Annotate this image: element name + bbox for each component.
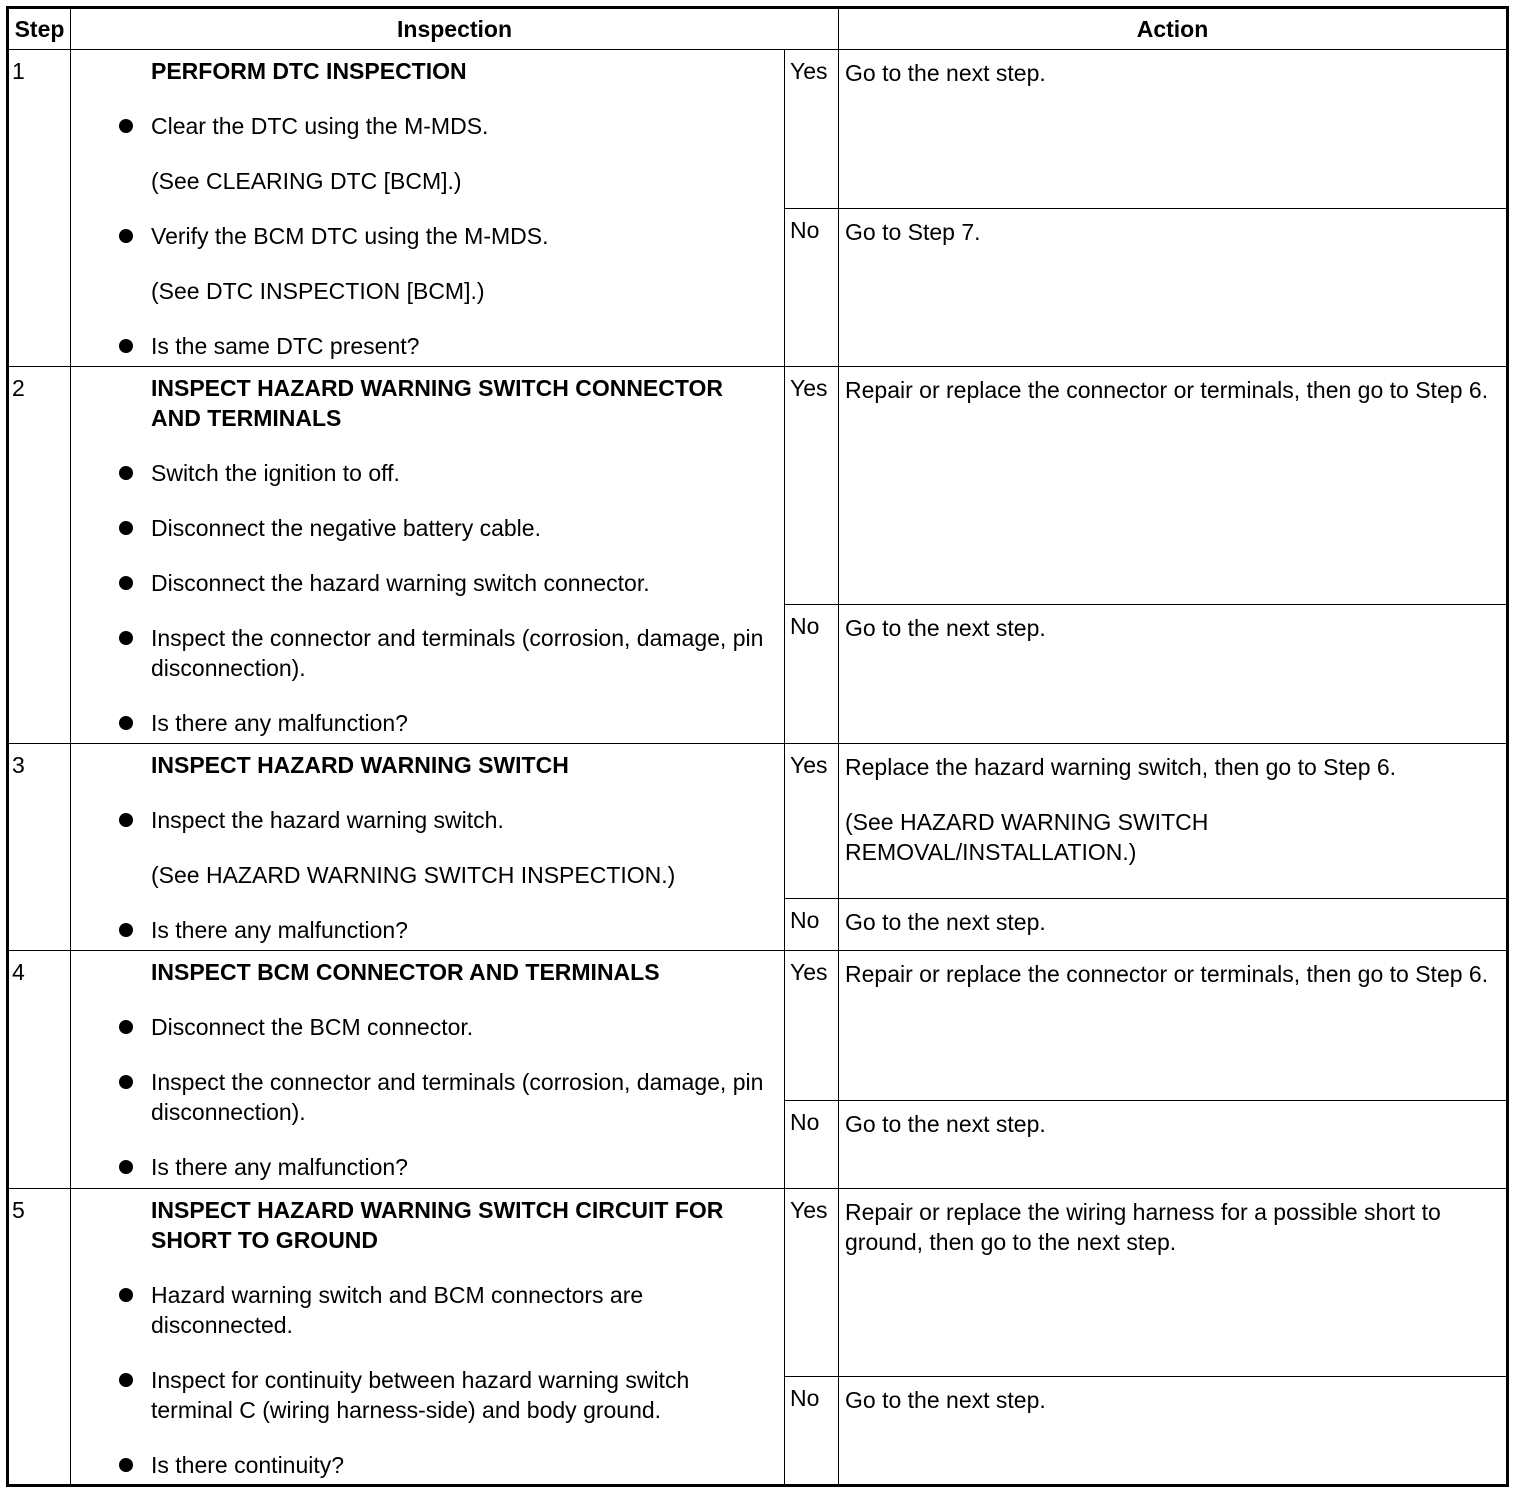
item-text: Is the same DTC present? bbox=[151, 333, 420, 359]
item-text: INSPECT BCM CONNECTOR AND TERMINALS bbox=[151, 959, 660, 985]
bullet-icon bbox=[119, 1075, 133, 1089]
item-text: Inspect the connector and terminals (corrosion, damage, pin disconnection). bbox=[151, 1069, 764, 1125]
table-row bbox=[8, 951, 1508, 1101]
item-text: Verify the BCM DTC using the M-MDS. bbox=[151, 223, 549, 249]
step-number: 2 bbox=[8, 367, 71, 744]
inspection-cell bbox=[71, 744, 785, 951]
inspection-item bbox=[71, 111, 784, 141]
item-text: Inspect for continuity between hazard warning switch terminal C (wiring harness-side) and body ground. bbox=[151, 1367, 690, 1423]
item-text: Is there any malfunction? bbox=[151, 710, 408, 736]
yes-label: Yes bbox=[785, 1189, 839, 1377]
bullet-icon bbox=[119, 119, 133, 133]
table-body bbox=[8, 50, 1508, 1486]
step-title bbox=[71, 750, 784, 780]
step-number: 3 bbox=[8, 744, 71, 951]
item-text: Is there any malfunction? bbox=[151, 917, 408, 943]
no-action bbox=[839, 1101, 1508, 1189]
header-inspection: Inspection bbox=[71, 8, 839, 50]
item-text: (See DTC INSPECTION [BCM].) bbox=[151, 278, 485, 304]
item-text: Disconnect the negative battery cable. bbox=[151, 515, 541, 541]
inspection-item bbox=[71, 805, 784, 835]
no-label: No bbox=[785, 1101, 839, 1189]
header-row bbox=[8, 8, 1508, 50]
inspection-item bbox=[71, 1365, 784, 1425]
action-text: Repair or replace the wiring harness for a possible short to ground, then go to the next step. bbox=[845, 1199, 1441, 1255]
inspection-item bbox=[71, 623, 784, 683]
step-title bbox=[71, 56, 784, 86]
action-text: (See HAZARD WARNING SWITCH REMOVAL/INSTALLATION.) bbox=[845, 809, 1209, 865]
item-text: Hazard warning switch and BCM connectors are disconnected. bbox=[151, 1282, 644, 1338]
bullet-icon bbox=[119, 1373, 133, 1387]
item-text: (See HAZARD WARNING SWITCH INSPECTION.) bbox=[151, 862, 676, 888]
action-text: Repair or replace the connector or terminals, then go to Step 6. bbox=[845, 961, 1489, 987]
inspection-item bbox=[71, 1450, 784, 1480]
action-text: Replace the hazard warning switch, then go to Step 6. bbox=[845, 754, 1397, 780]
inspection-reference bbox=[71, 166, 784, 196]
table-row bbox=[8, 744, 1508, 899]
action-text: Repair or replace the connector or terminals, then go to Step 6. bbox=[845, 377, 1489, 403]
action-text: Go to the next step. bbox=[845, 615, 1046, 641]
bullet-icon bbox=[119, 576, 133, 590]
inspection-item bbox=[71, 1152, 784, 1182]
step-number: 5 bbox=[8, 1189, 71, 1486]
inspection-reference bbox=[71, 276, 784, 306]
table-row bbox=[8, 367, 1508, 605]
item-text: Is there any malfunction? bbox=[151, 1154, 408, 1180]
bullet-icon bbox=[119, 813, 133, 827]
action-text: Go to the next step. bbox=[845, 1387, 1046, 1414]
action-text: Go to Step 7. bbox=[845, 219, 981, 245]
diagnostic-table bbox=[6, 6, 1509, 1487]
bullet-icon bbox=[119, 1020, 133, 1034]
yes-label: Yes bbox=[785, 50, 839, 209]
header-step: Step bbox=[8, 8, 71, 50]
bullet-icon bbox=[119, 1288, 133, 1302]
item-text: Disconnect the BCM connector. bbox=[151, 1014, 474, 1040]
inspection-item bbox=[71, 1012, 784, 1042]
step-title bbox=[71, 373, 784, 433]
no-action bbox=[839, 209, 1508, 367]
inspection-item bbox=[71, 513, 784, 543]
item-text: INSPECT HAZARD WARNING SWITCH bbox=[151, 752, 569, 778]
action-text: Go to the next step. bbox=[845, 1111, 1046, 1137]
inspection-cell bbox=[71, 367, 785, 744]
bullet-icon bbox=[119, 923, 133, 937]
bullet-icon bbox=[119, 631, 133, 645]
yes-action bbox=[839, 1189, 1508, 1377]
item-text: Disconnect the hazard warning switch connector. bbox=[151, 570, 650, 596]
item-text: INSPECT HAZARD WARNING SWITCH CONNECTOR AND TERMINALS bbox=[151, 375, 724, 431]
step-number: 4 bbox=[8, 951, 71, 1189]
step-title bbox=[71, 957, 784, 987]
bullet-icon bbox=[119, 466, 133, 480]
no-action bbox=[839, 899, 1508, 951]
item-text: (See CLEARING DTC [BCM].) bbox=[151, 168, 462, 194]
no-label: No bbox=[785, 1377, 839, 1486]
step-title bbox=[71, 1195, 784, 1255]
item-text: Switch the ignition to off. bbox=[151, 460, 400, 486]
item-text: Inspect the connector and terminals (corrosion, damage, pin disconnection). bbox=[151, 625, 764, 681]
bullet-icon bbox=[119, 1458, 133, 1472]
yes-label: Yes bbox=[785, 744, 839, 899]
inspection-item bbox=[71, 1067, 784, 1127]
inspection-reference bbox=[71, 860, 784, 890]
header-action: Action bbox=[839, 8, 1508, 50]
no-label: No bbox=[785, 605, 839, 744]
item-text: Clear the DTC using the M-MDS. bbox=[151, 113, 489, 139]
step-number: 1 bbox=[8, 50, 71, 367]
inspection-cell bbox=[71, 1189, 785, 1486]
yes-action bbox=[839, 367, 1508, 605]
item-text: PERFORM DTC INSPECTION bbox=[151, 58, 467, 84]
item-text: Inspect the hazard warning switch. bbox=[151, 807, 504, 833]
table-row bbox=[8, 50, 1508, 209]
yes-label: Yes bbox=[785, 951, 839, 1101]
yes-action bbox=[839, 744, 1508, 899]
table-row bbox=[8, 1189, 1508, 1377]
action-text: Go to the next step. bbox=[845, 909, 1046, 935]
yes-action bbox=[839, 951, 1508, 1101]
no-action bbox=[839, 605, 1508, 744]
inspection-item bbox=[71, 708, 784, 738]
inspection-item bbox=[71, 915, 784, 945]
no-action bbox=[839, 1377, 1508, 1486]
inspection-cell bbox=[71, 951, 785, 1189]
bullet-icon bbox=[119, 339, 133, 353]
item-text: INSPECT HAZARD WARNING SWITCH CIRCUIT FOR SHORT TO GROUND bbox=[151, 1197, 724, 1253]
no-label: No bbox=[785, 899, 839, 951]
inspection-item bbox=[71, 458, 784, 488]
no-label: No bbox=[785, 209, 839, 367]
inspection-item bbox=[71, 1280, 784, 1340]
action-text: Go to the next step. bbox=[845, 60, 1046, 86]
bullet-icon bbox=[119, 521, 133, 535]
yes-label: Yes bbox=[785, 367, 839, 605]
inspection-item bbox=[71, 331, 784, 361]
yes-action bbox=[839, 50, 1508, 209]
inspection-item bbox=[71, 221, 784, 251]
bullet-icon bbox=[119, 1160, 133, 1174]
inspection-item bbox=[71, 568, 784, 598]
inspection-cell bbox=[71, 50, 785, 367]
page bbox=[6, 6, 1509, 1487]
item-text: Is there continuity? bbox=[151, 1452, 345, 1478]
bullet-icon bbox=[119, 716, 133, 730]
bullet-icon bbox=[119, 229, 133, 243]
